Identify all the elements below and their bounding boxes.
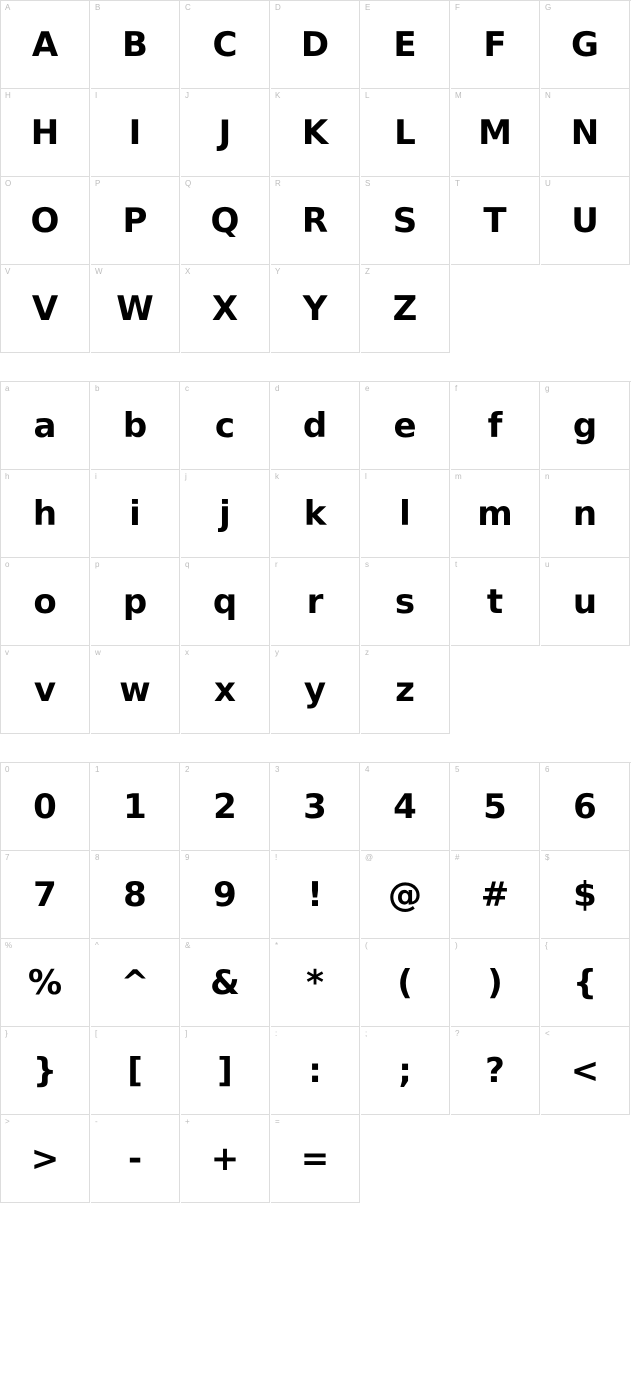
glyph-code-label: < xyxy=(545,1029,550,1038)
glyph-character: 2 xyxy=(213,786,237,827)
glyph-cell[interactable] xyxy=(1,646,90,734)
glyph-cell[interactable] xyxy=(361,265,450,353)
glyph-code-label: l xyxy=(365,472,367,481)
glyph-cell[interactable] xyxy=(91,1115,180,1203)
glyph-character: y xyxy=(303,669,327,710)
glyph-code-label: N xyxy=(545,91,551,100)
charmap-block-uppercase xyxy=(0,0,631,353)
glyph-code-label: 7 xyxy=(5,853,10,862)
glyph-cell[interactable] xyxy=(271,177,360,265)
glyph-cell[interactable] xyxy=(181,851,270,939)
glyph-character: { xyxy=(572,962,598,1003)
glyph-cell[interactable] xyxy=(181,558,270,646)
glyph-code-label: q xyxy=(185,560,190,569)
glyph-code-label: 8 xyxy=(95,853,100,862)
glyph-cell[interactable] xyxy=(181,470,270,558)
glyph-code-label: b xyxy=(95,384,100,393)
glyph-code-label: c xyxy=(185,384,189,393)
glyph-character: U xyxy=(571,200,599,241)
glyph-code-label: G xyxy=(545,3,552,12)
glyph-character: ! xyxy=(307,874,323,915)
glyph-character: M xyxy=(478,112,512,153)
glyph-cell[interactable] xyxy=(1,382,90,470)
glyph-cell[interactable] xyxy=(361,646,450,734)
glyph-cell[interactable] xyxy=(91,89,180,177)
glyph-code-label: * xyxy=(275,941,279,950)
glyph-code-label: d xyxy=(275,384,280,393)
glyph-code-label: W xyxy=(95,267,103,276)
glyph-cell[interactable] xyxy=(451,177,540,265)
glyph-character: p xyxy=(122,581,148,622)
glyph-code-label: Z xyxy=(365,267,370,276)
glyph-cell[interactable] xyxy=(361,470,450,558)
glyph-character: D xyxy=(300,24,330,65)
glyph-code-label: 5 xyxy=(455,765,460,774)
glyph-code-label: u xyxy=(545,560,550,569)
glyph-code-label: ! xyxy=(275,853,278,862)
glyph-character: X xyxy=(211,288,239,329)
glyph-cell[interactable] xyxy=(361,1,450,89)
glyph-cell[interactable] xyxy=(361,851,450,939)
glyph-cell[interactable] xyxy=(451,382,540,470)
glyph-character: N xyxy=(570,112,600,153)
glyph-cell[interactable] xyxy=(541,939,630,1027)
glyph-code-label: X xyxy=(185,267,191,276)
glyph-character: ) xyxy=(487,962,503,1003)
glyph-cell[interactable] xyxy=(181,382,270,470)
glyph-code-label: # xyxy=(455,853,460,862)
glyph-cell[interactable] xyxy=(271,939,360,1027)
glyph-character: [ xyxy=(127,1050,143,1091)
glyph-code-label: 2 xyxy=(185,765,190,774)
glyph-character: # xyxy=(480,874,510,915)
glyph-code-label: & xyxy=(185,941,191,950)
glyph-cell[interactable] xyxy=(91,265,180,353)
glyph-code-label: y xyxy=(275,648,279,657)
glyph-cell[interactable] xyxy=(91,382,180,470)
glyph-code-label: m xyxy=(455,472,462,481)
glyph-character: z xyxy=(395,669,415,710)
glyph-cell[interactable] xyxy=(541,1,630,89)
glyph-cell[interactable] xyxy=(181,1115,270,1203)
glyph-code-label: ) xyxy=(455,941,458,950)
glyph-cell[interactable] xyxy=(451,558,540,646)
glyph-character: n xyxy=(572,493,598,534)
glyph-code-label: 9 xyxy=(185,853,190,862)
glyph-code-label: U xyxy=(545,179,551,188)
glyph-character: W xyxy=(116,288,154,329)
glyph-character: ? xyxy=(485,1050,505,1091)
glyph-cell[interactable] xyxy=(1,470,90,558)
glyph-character: 7 xyxy=(33,874,57,915)
glyph-cell[interactable] xyxy=(1,265,90,353)
empty-cell xyxy=(451,646,540,734)
glyph-cell[interactable] xyxy=(361,558,450,646)
glyph-cell[interactable] xyxy=(361,177,450,265)
glyph-cell[interactable] xyxy=(451,1027,540,1115)
glyph-character: h xyxy=(32,493,58,534)
glyph-character: H xyxy=(30,112,60,153)
glyph-code-label: F xyxy=(455,3,460,12)
glyph-code-label: L xyxy=(365,91,370,100)
glyph-character: 6 xyxy=(573,786,597,827)
glyph-code-label: C xyxy=(185,3,191,12)
glyph-cell[interactable] xyxy=(1,939,90,1027)
glyph-code-label: s xyxy=(365,560,369,569)
block-separator xyxy=(0,734,630,762)
glyph-code-label: Q xyxy=(185,179,192,188)
glyph-code-label: e xyxy=(365,384,370,393)
glyph-cell[interactable] xyxy=(541,1027,630,1115)
glyph-cell[interactable] xyxy=(541,89,630,177)
glyph-character: C xyxy=(212,24,238,65)
glyph-cell[interactable] xyxy=(451,939,540,1027)
glyph-code-label: E xyxy=(365,3,371,12)
glyph-cell[interactable] xyxy=(91,763,180,851)
empty-cell xyxy=(541,1115,630,1203)
glyph-cell[interactable] xyxy=(451,851,540,939)
glyph-code-label: K xyxy=(275,91,281,100)
glyph-code-label: A xyxy=(5,3,11,12)
glyph-character: ; xyxy=(398,1050,412,1091)
glyph-cell[interactable] xyxy=(91,939,180,1027)
glyph-code-label: + xyxy=(185,1117,190,1126)
glyph-cell[interactable] xyxy=(1,1115,90,1203)
glyph-cell[interactable] xyxy=(541,763,630,851)
glyph-cell[interactable] xyxy=(91,470,180,558)
empty-cell xyxy=(361,1115,450,1203)
glyph-cell[interactable] xyxy=(361,89,450,177)
glyph-cell[interactable] xyxy=(541,851,630,939)
glyph-cell[interactable] xyxy=(361,939,450,1027)
glyph-cell[interactable] xyxy=(91,1,180,89)
glyph-cell[interactable] xyxy=(271,763,360,851)
glyph-code-label: B xyxy=(95,3,101,12)
glyph-cell[interactable] xyxy=(271,646,360,734)
glyph-cell[interactable] xyxy=(181,1027,270,1115)
glyph-character: q xyxy=(212,581,238,622)
glyph-code-label: R xyxy=(275,179,281,188)
glyph-cell[interactable] xyxy=(451,89,540,177)
glyph-cell[interactable] xyxy=(1,1,90,89)
glyph-cell[interactable] xyxy=(541,470,630,558)
glyph-code-label: t xyxy=(455,560,458,569)
glyph-character: = xyxy=(300,1138,330,1179)
glyph-character: % xyxy=(27,962,63,1003)
glyph-code-label: J xyxy=(185,91,189,100)
glyph-code-label: a xyxy=(5,384,10,393)
glyph-cell[interactable] xyxy=(451,1,540,89)
glyph-code-label: M xyxy=(455,91,462,100)
glyph-cell[interactable] xyxy=(181,177,270,265)
glyph-code-label: I xyxy=(95,91,98,100)
glyph-character: * xyxy=(306,962,324,1003)
glyph-character: j xyxy=(219,493,231,534)
glyph-character: E xyxy=(393,24,417,65)
glyph-character: m xyxy=(477,493,513,534)
glyph-cell[interactable] xyxy=(181,89,270,177)
glyph-character: i xyxy=(129,493,141,534)
glyph-code-label: ; xyxy=(365,1029,368,1038)
glyph-character: v xyxy=(33,669,57,710)
glyph-cell[interactable] xyxy=(91,851,180,939)
glyph-code-label: k xyxy=(275,472,279,481)
glyph-cell[interactable] xyxy=(271,1027,360,1115)
glyph-cell[interactable] xyxy=(181,646,270,734)
glyph-character: J xyxy=(218,112,232,153)
glyph-code-label: x xyxy=(185,648,189,657)
empty-cell xyxy=(541,265,630,353)
glyph-cell[interactable] xyxy=(91,1027,180,1115)
glyph-code-label: ? xyxy=(455,1029,460,1038)
glyph-character: r xyxy=(306,581,324,622)
glyph-character: : xyxy=(308,1050,322,1091)
glyph-code-label: V xyxy=(5,267,11,276)
glyph-character: Y xyxy=(302,288,328,329)
glyph-code-label: S xyxy=(365,179,371,188)
glyph-code-label: } xyxy=(5,1029,8,1038)
glyph-character: - xyxy=(127,1138,143,1179)
glyph-character: t xyxy=(486,581,504,622)
glyph-code-label: w xyxy=(95,648,101,657)
glyph-character: 9 xyxy=(213,874,237,915)
glyph-character: > xyxy=(30,1138,60,1179)
glyph-cell[interactable] xyxy=(271,265,360,353)
glyph-cell[interactable] xyxy=(1,177,90,265)
glyph-code-label: @ xyxy=(365,853,374,862)
glyph-character: G xyxy=(571,24,599,65)
glyph-cell[interactable] xyxy=(1,89,90,177)
glyph-character: F xyxy=(483,24,507,65)
glyph-character: K xyxy=(301,112,329,153)
glyph-character: } xyxy=(32,1050,58,1091)
glyph-code-label: = xyxy=(275,1117,280,1126)
glyph-cell[interactable] xyxy=(1,763,90,851)
glyph-cell[interactable] xyxy=(181,763,270,851)
glyph-character: ^ xyxy=(120,962,150,1003)
glyph-cell[interactable] xyxy=(1,851,90,939)
glyph-cell[interactable] xyxy=(541,382,630,470)
glyph-cell[interactable] xyxy=(361,763,450,851)
glyph-cell[interactable] xyxy=(91,177,180,265)
glyph-cell[interactable] xyxy=(181,1,270,89)
glyph-character: B xyxy=(122,24,148,65)
glyph-character: 0 xyxy=(33,786,57,827)
glyph-character: ] xyxy=(217,1050,233,1091)
glyph-code-label: 1 xyxy=(95,765,100,774)
glyph-character: b xyxy=(122,405,148,446)
glyph-character: c xyxy=(214,405,236,446)
charmap-block-lowercase xyxy=(0,381,631,734)
glyph-code-label: O xyxy=(5,179,12,188)
glyph-character: u xyxy=(572,581,598,622)
glyph-cell[interactable] xyxy=(541,558,630,646)
glyph-code-label: [ xyxy=(95,1029,98,1038)
glyph-character: f xyxy=(487,405,503,446)
glyph-character: x xyxy=(214,669,236,710)
glyph-cell[interactable] xyxy=(271,1,360,89)
glyph-character: L xyxy=(394,112,416,153)
glyph-code-label: ^ xyxy=(95,941,99,950)
glyph-code-label: > xyxy=(5,1117,10,1126)
glyph-character: S xyxy=(392,200,418,241)
glyph-code-label: r xyxy=(275,560,278,569)
glyph-character: I xyxy=(128,112,142,153)
glyph-code-label: 6 xyxy=(545,765,550,774)
glyph-code-label: D xyxy=(275,3,281,12)
glyph-code-label: $ xyxy=(545,853,550,862)
glyph-cell[interactable] xyxy=(451,763,540,851)
glyph-character: w xyxy=(119,669,151,710)
glyph-cell[interactable] xyxy=(541,177,630,265)
glyph-cell[interactable] xyxy=(1,558,90,646)
glyph-code-label: ] xyxy=(185,1029,188,1038)
glyph-code-label: 4 xyxy=(365,765,370,774)
glyph-character: s xyxy=(394,581,416,622)
glyph-code-label: g xyxy=(545,384,550,393)
glyph-cell[interactable] xyxy=(451,470,540,558)
glyph-cell[interactable] xyxy=(271,470,360,558)
glyph-cell[interactable] xyxy=(361,382,450,470)
glyph-character: < xyxy=(570,1050,600,1091)
glyph-code-label: o xyxy=(5,560,10,569)
glyph-code-label: H xyxy=(5,91,11,100)
glyph-cell[interactable] xyxy=(271,382,360,470)
glyph-character: k xyxy=(303,493,327,534)
glyph-cell[interactable] xyxy=(271,89,360,177)
glyph-character: Q xyxy=(210,200,240,241)
glyph-code-label: P xyxy=(95,179,101,188)
glyph-code-label: Y xyxy=(275,267,281,276)
glyph-code-label: z xyxy=(365,648,369,657)
glyph-cell[interactable] xyxy=(91,646,180,734)
glyph-character: 4 xyxy=(393,786,417,827)
glyph-character: d xyxy=(302,405,328,446)
glyph-character: 8 xyxy=(123,874,147,915)
glyph-character: & xyxy=(210,962,240,1003)
glyph-code-label: h xyxy=(5,472,10,481)
glyph-character: g xyxy=(572,405,598,446)
glyph-code-label: 3 xyxy=(275,765,280,774)
glyph-code-label: j xyxy=(185,472,187,481)
glyph-code-label: % xyxy=(5,941,13,950)
glyph-code-label: i xyxy=(95,472,97,481)
glyph-cell[interactable] xyxy=(181,265,270,353)
glyph-character: V xyxy=(31,288,59,329)
empty-cell xyxy=(451,1115,540,1203)
glyph-cell[interactable] xyxy=(271,558,360,646)
empty-cell xyxy=(451,265,540,353)
glyph-character: 5 xyxy=(483,786,507,827)
glyph-character: 1 xyxy=(123,786,147,827)
glyph-character: T xyxy=(483,200,507,241)
glyph-cell[interactable] xyxy=(271,851,360,939)
glyph-character: o xyxy=(33,581,57,622)
glyph-code-label: f xyxy=(455,384,458,393)
glyph-character: ( xyxy=(397,962,413,1003)
glyph-cell[interactable] xyxy=(1,1027,90,1115)
empty-cell xyxy=(541,646,630,734)
glyph-character: Z xyxy=(392,288,418,329)
glyph-code-label: - xyxy=(95,1117,98,1126)
glyph-cell[interactable] xyxy=(271,1115,360,1203)
glyph-character: R xyxy=(301,200,329,241)
glyph-character: + xyxy=(210,1138,240,1179)
glyph-code-label: T xyxy=(455,179,460,188)
glyph-code-label: ( xyxy=(365,941,368,950)
glyph-character: A xyxy=(31,24,59,65)
glyph-code-label: p xyxy=(95,560,100,569)
glyph-cell[interactable] xyxy=(181,939,270,1027)
glyph-character: l xyxy=(399,493,411,534)
glyph-code-label: 0 xyxy=(5,765,10,774)
glyph-character: O xyxy=(30,200,60,241)
glyph-code-label: { xyxy=(545,941,548,950)
charmap-block-digits-and-symbols xyxy=(0,762,631,1203)
glyph-character: $ xyxy=(573,874,597,915)
glyph-cell[interactable] xyxy=(361,1027,450,1115)
glyph-character: e xyxy=(393,405,417,446)
glyph-character: 3 xyxy=(303,786,327,827)
glyph-code-label: n xyxy=(545,472,550,481)
glyph-character: @ xyxy=(388,874,422,915)
glyph-cell[interactable] xyxy=(91,558,180,646)
glyph-character: a xyxy=(33,405,57,446)
glyph-code-label: v xyxy=(5,648,9,657)
glyph-character: P xyxy=(122,200,148,241)
block-separator xyxy=(0,353,630,381)
glyph-code-label: : xyxy=(275,1029,278,1038)
